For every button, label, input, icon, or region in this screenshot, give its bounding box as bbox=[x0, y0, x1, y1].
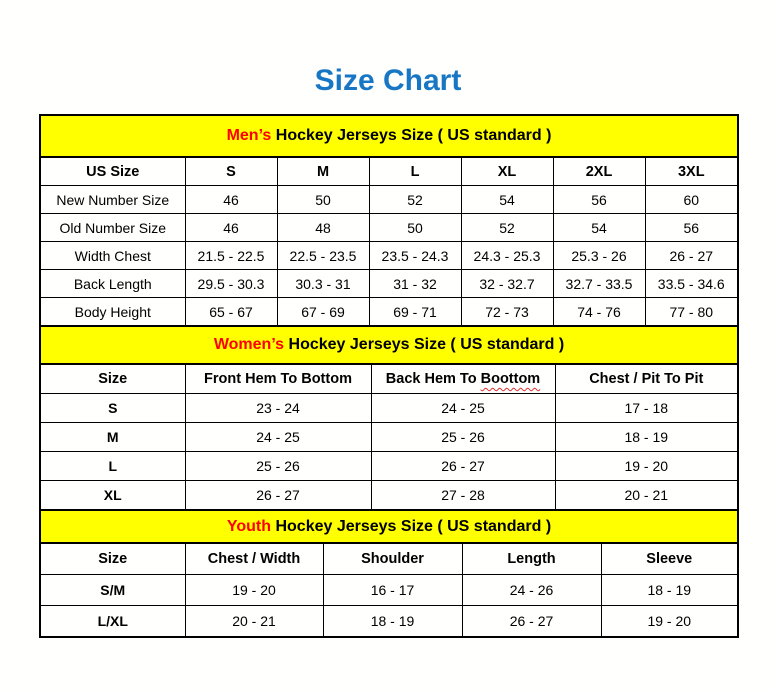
column-header: Front Hem To Bottom bbox=[185, 364, 371, 394]
youth-header-accent: Youth bbox=[226, 517, 272, 535]
table-row bbox=[40, 575, 738, 606]
row-label: New Number Size bbox=[40, 186, 185, 214]
table-row bbox=[40, 423, 738, 452]
size-value-cell: 23 - 24 bbox=[185, 394, 371, 423]
size-value-cell: 25.3 - 26 bbox=[553, 242, 645, 270]
size-value-cell: 67 - 69 bbox=[277, 298, 369, 327]
page-title: Size Chart bbox=[314, 64, 462, 97]
table-row bbox=[40, 481, 738, 511]
youth-section-header bbox=[40, 510, 738, 543]
size-value-cell: 25 - 26 bbox=[185, 452, 371, 481]
size-value-cell: 32 - 32.7 bbox=[461, 270, 553, 298]
column-header: 3XL bbox=[645, 157, 738, 186]
table-row bbox=[40, 214, 738, 242]
size-value-cell: 26 - 27 bbox=[371, 452, 555, 481]
row-label: Body Height bbox=[40, 298, 185, 327]
mens-header-text: Hockey Jerseys Size ( US standard ) bbox=[271, 127, 552, 144]
size-value-cell: 29.5 - 30.3 bbox=[185, 270, 277, 298]
size-value-cell: 56 bbox=[645, 214, 738, 242]
size-value-cell: 25 - 26 bbox=[371, 423, 555, 452]
size-value-cell: 32.7 - 33.5 bbox=[553, 270, 645, 298]
womens-column-header-row bbox=[40, 364, 738, 394]
size-value-cell: 56 bbox=[553, 186, 645, 214]
column-header: XL bbox=[461, 157, 553, 186]
row-label: L bbox=[40, 452, 185, 481]
table-row bbox=[40, 186, 738, 214]
row-label: XL bbox=[40, 481, 185, 511]
size-value-cell: 26 - 27 bbox=[645, 242, 738, 270]
table-row bbox=[40, 606, 738, 638]
size-value-cell: 77 - 80 bbox=[645, 298, 738, 327]
table-row bbox=[40, 452, 738, 481]
size-value-cell: 65 - 67 bbox=[185, 298, 277, 327]
column-header: Size bbox=[40, 364, 185, 394]
size-value-cell: 18 - 19 bbox=[601, 575, 738, 606]
table-row bbox=[40, 270, 738, 298]
size-value-cell: 24 - 25 bbox=[371, 394, 555, 423]
column-header: L bbox=[369, 157, 461, 186]
size-value-cell: 20 - 21 bbox=[185, 606, 323, 638]
size-value-cell: 52 bbox=[369, 186, 461, 214]
column-header: Chest / Pit To Pit bbox=[555, 364, 738, 394]
womens-section-header bbox=[40, 326, 738, 364]
row-label: Old Number Size bbox=[40, 214, 185, 242]
womens-section-header-row bbox=[40, 326, 738, 364]
youth-column-header-row bbox=[40, 543, 738, 575]
size-tables-container bbox=[39, 114, 737, 638]
size-value-cell: 52 bbox=[461, 214, 553, 242]
size-value-cell: 50 bbox=[277, 186, 369, 214]
size-value-cell: 24 - 25 bbox=[185, 423, 371, 452]
size-value-cell: 72 - 73 bbox=[461, 298, 553, 327]
size-value-cell: 19 - 20 bbox=[185, 575, 323, 606]
size-value-cell: 18 - 19 bbox=[555, 423, 738, 452]
column-header: Chest / Width bbox=[185, 543, 323, 575]
column-header: M bbox=[277, 157, 369, 186]
youth-header-text: Hockey Jerseys Size ( US standard ) bbox=[271, 517, 552, 535]
mens-size-table bbox=[39, 114, 739, 327]
column-header: Length bbox=[462, 543, 601, 575]
size-value-cell: 54 bbox=[553, 214, 645, 242]
column-header: Size bbox=[40, 543, 185, 575]
size-value-cell: 48 bbox=[277, 214, 369, 242]
size-value-cell: 69 - 71 bbox=[369, 298, 461, 327]
size-value-cell: 74 - 76 bbox=[553, 298, 645, 327]
size-value-cell: 24 - 26 bbox=[462, 575, 601, 606]
size-value-cell: 21.5 - 22.5 bbox=[185, 242, 277, 270]
column-header-text: Back Hem To bbox=[385, 371, 481, 387]
mens-column-header-row bbox=[40, 157, 738, 186]
size-value-cell: 26 - 27 bbox=[462, 606, 601, 638]
womens-header-text: Hockey Jerseys Size ( US standard ) bbox=[284, 336, 565, 353]
size-value-cell: 19 - 20 bbox=[555, 452, 738, 481]
size-value-cell: 31 - 32 bbox=[369, 270, 461, 298]
size-value-cell: 50 bbox=[369, 214, 461, 242]
mens-section-header-row bbox=[40, 115, 738, 157]
size-value-cell: 20 - 21 bbox=[555, 481, 738, 511]
size-value-cell: 19 - 20 bbox=[601, 606, 738, 638]
row-label: L/XL bbox=[40, 606, 185, 638]
mens-header-accent: Men’s bbox=[226, 127, 272, 144]
size-value-cell: 54 bbox=[461, 186, 553, 214]
size-value-cell: 24.3 - 25.3 bbox=[461, 242, 553, 270]
mens-section-header bbox=[40, 115, 738, 157]
youth-section-header-row bbox=[40, 510, 738, 543]
size-value-cell: 60 bbox=[645, 186, 738, 214]
size-value-cell: 18 - 19 bbox=[323, 606, 462, 638]
column-header: S bbox=[185, 157, 277, 186]
column-header bbox=[371, 364, 555, 394]
column-header: US Size bbox=[40, 157, 185, 186]
row-label: M bbox=[40, 423, 185, 452]
table-row bbox=[40, 298, 738, 327]
size-value-cell: 23.5 - 24.3 bbox=[369, 242, 461, 270]
size-value-cell: 27 - 28 bbox=[371, 481, 555, 511]
womens-size-table bbox=[39, 325, 739, 511]
row-label: S bbox=[40, 394, 185, 423]
misspelled-word: Boottom bbox=[480, 371, 541, 387]
size-value-cell: 33.5 - 34.6 bbox=[645, 270, 738, 298]
size-value-cell: 17 - 18 bbox=[555, 394, 738, 423]
size-value-cell: 22.5 - 23.5 bbox=[277, 242, 369, 270]
table-row bbox=[40, 394, 738, 423]
row-label: Width Chest bbox=[40, 242, 185, 270]
column-header: 2XL bbox=[553, 157, 645, 186]
youth-size-table bbox=[39, 509, 739, 638]
womens-header-accent: Women’s bbox=[213, 336, 285, 353]
size-value-cell: 30.3 - 31 bbox=[277, 270, 369, 298]
size-value-cell: 46 bbox=[185, 186, 277, 214]
size-value-cell: 26 - 27 bbox=[185, 481, 371, 511]
row-label: Back Length bbox=[40, 270, 185, 298]
table-row bbox=[40, 242, 738, 270]
column-header: Sleeve bbox=[601, 543, 738, 575]
size-value-cell: 16 - 17 bbox=[323, 575, 462, 606]
row-label: S/M bbox=[40, 575, 185, 606]
column-header: Shoulder bbox=[323, 543, 462, 575]
size-value-cell: 46 bbox=[185, 214, 277, 242]
